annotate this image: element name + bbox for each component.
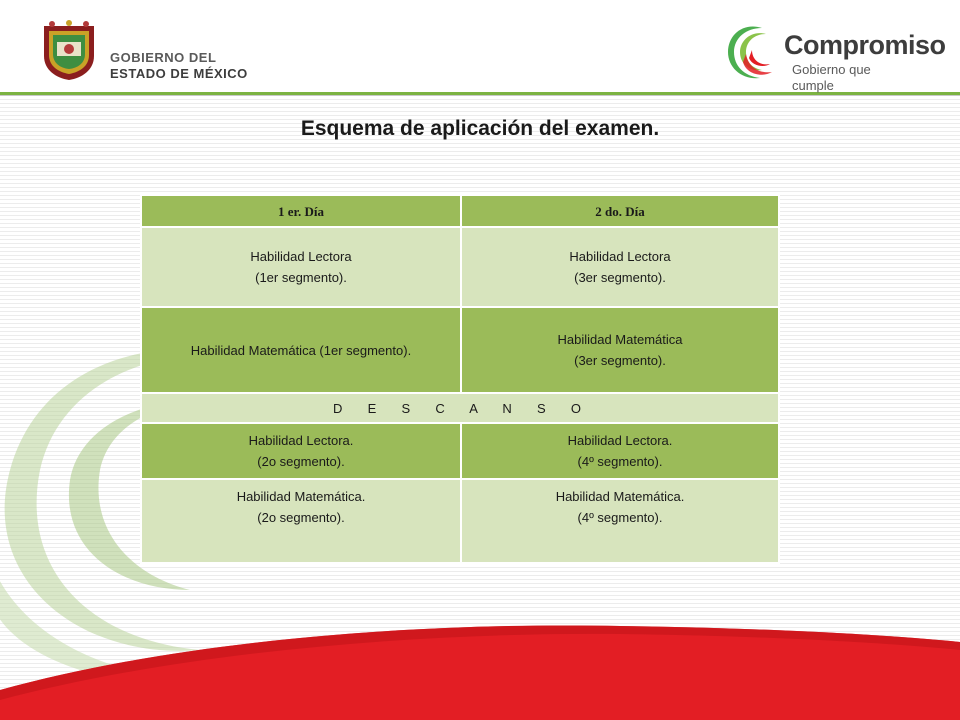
brand-tagline: Gobierno que cumple (792, 62, 871, 93)
table-cell (141, 423, 461, 479)
table-row (141, 479, 779, 563)
cell-text: Habilidad Matemática. (555, 489, 685, 504)
cell-text: (2o segmento). (257, 510, 345, 525)
table-header-row (141, 195, 779, 227)
exam-schedule-table (140, 194, 780, 564)
compromiso-logo (722, 20, 946, 93)
header-day2: 2 do. Día (461, 195, 779, 227)
cell-text: Habilidad Matemática (557, 332, 683, 347)
table-cell (461, 227, 779, 307)
government-logo (40, 20, 270, 82)
cell-text: (3er segmento). (574, 353, 666, 368)
header-day1: 1 er. Día (141, 195, 461, 227)
cell-text: Habilidad Lectora. (567, 433, 673, 448)
table-cell (461, 423, 779, 479)
cell-text: Habilidad Matemática (1er segmento). (190, 342, 412, 358)
cell-text: Habilidad Lectora (569, 249, 671, 264)
table-cell (141, 227, 461, 307)
table-row (141, 393, 779, 423)
brand-name: Compromiso (784, 30, 946, 60)
break-cell (141, 393, 779, 423)
government-name-line2: ESTADO DE MÉXICO (110, 66, 248, 81)
cell-text: Habilidad Matemática. (236, 489, 366, 504)
page-title: Esquema de aplicación del examen. (300, 117, 660, 140)
cell-text: Habilidad Lectora. (248, 433, 354, 448)
table-row (141, 227, 779, 307)
government-name-line1: GOBIERNO DEL (110, 50, 217, 65)
table-row (141, 423, 779, 479)
state-seal-icon (40, 20, 98, 82)
header-divider-shadow (0, 95, 960, 96)
table-cell (461, 307, 779, 393)
table-row (141, 307, 779, 393)
cell-text: (3er segmento). (574, 270, 666, 285)
cell-text: (4º segmento). (577, 510, 663, 525)
cell-text: (2o segmento). (257, 454, 345, 469)
table-cell (461, 479, 779, 563)
cell-text: Habilidad Lectora (250, 249, 352, 264)
table-cell (141, 479, 461, 563)
compromiso-logo-icon (722, 20, 784, 84)
cell-text: (1er segmento). (255, 270, 347, 285)
cell-text: (4º segmento). (577, 454, 663, 469)
break-label: D E S C A N S O (332, 400, 588, 416)
table-cell (141, 307, 461, 393)
